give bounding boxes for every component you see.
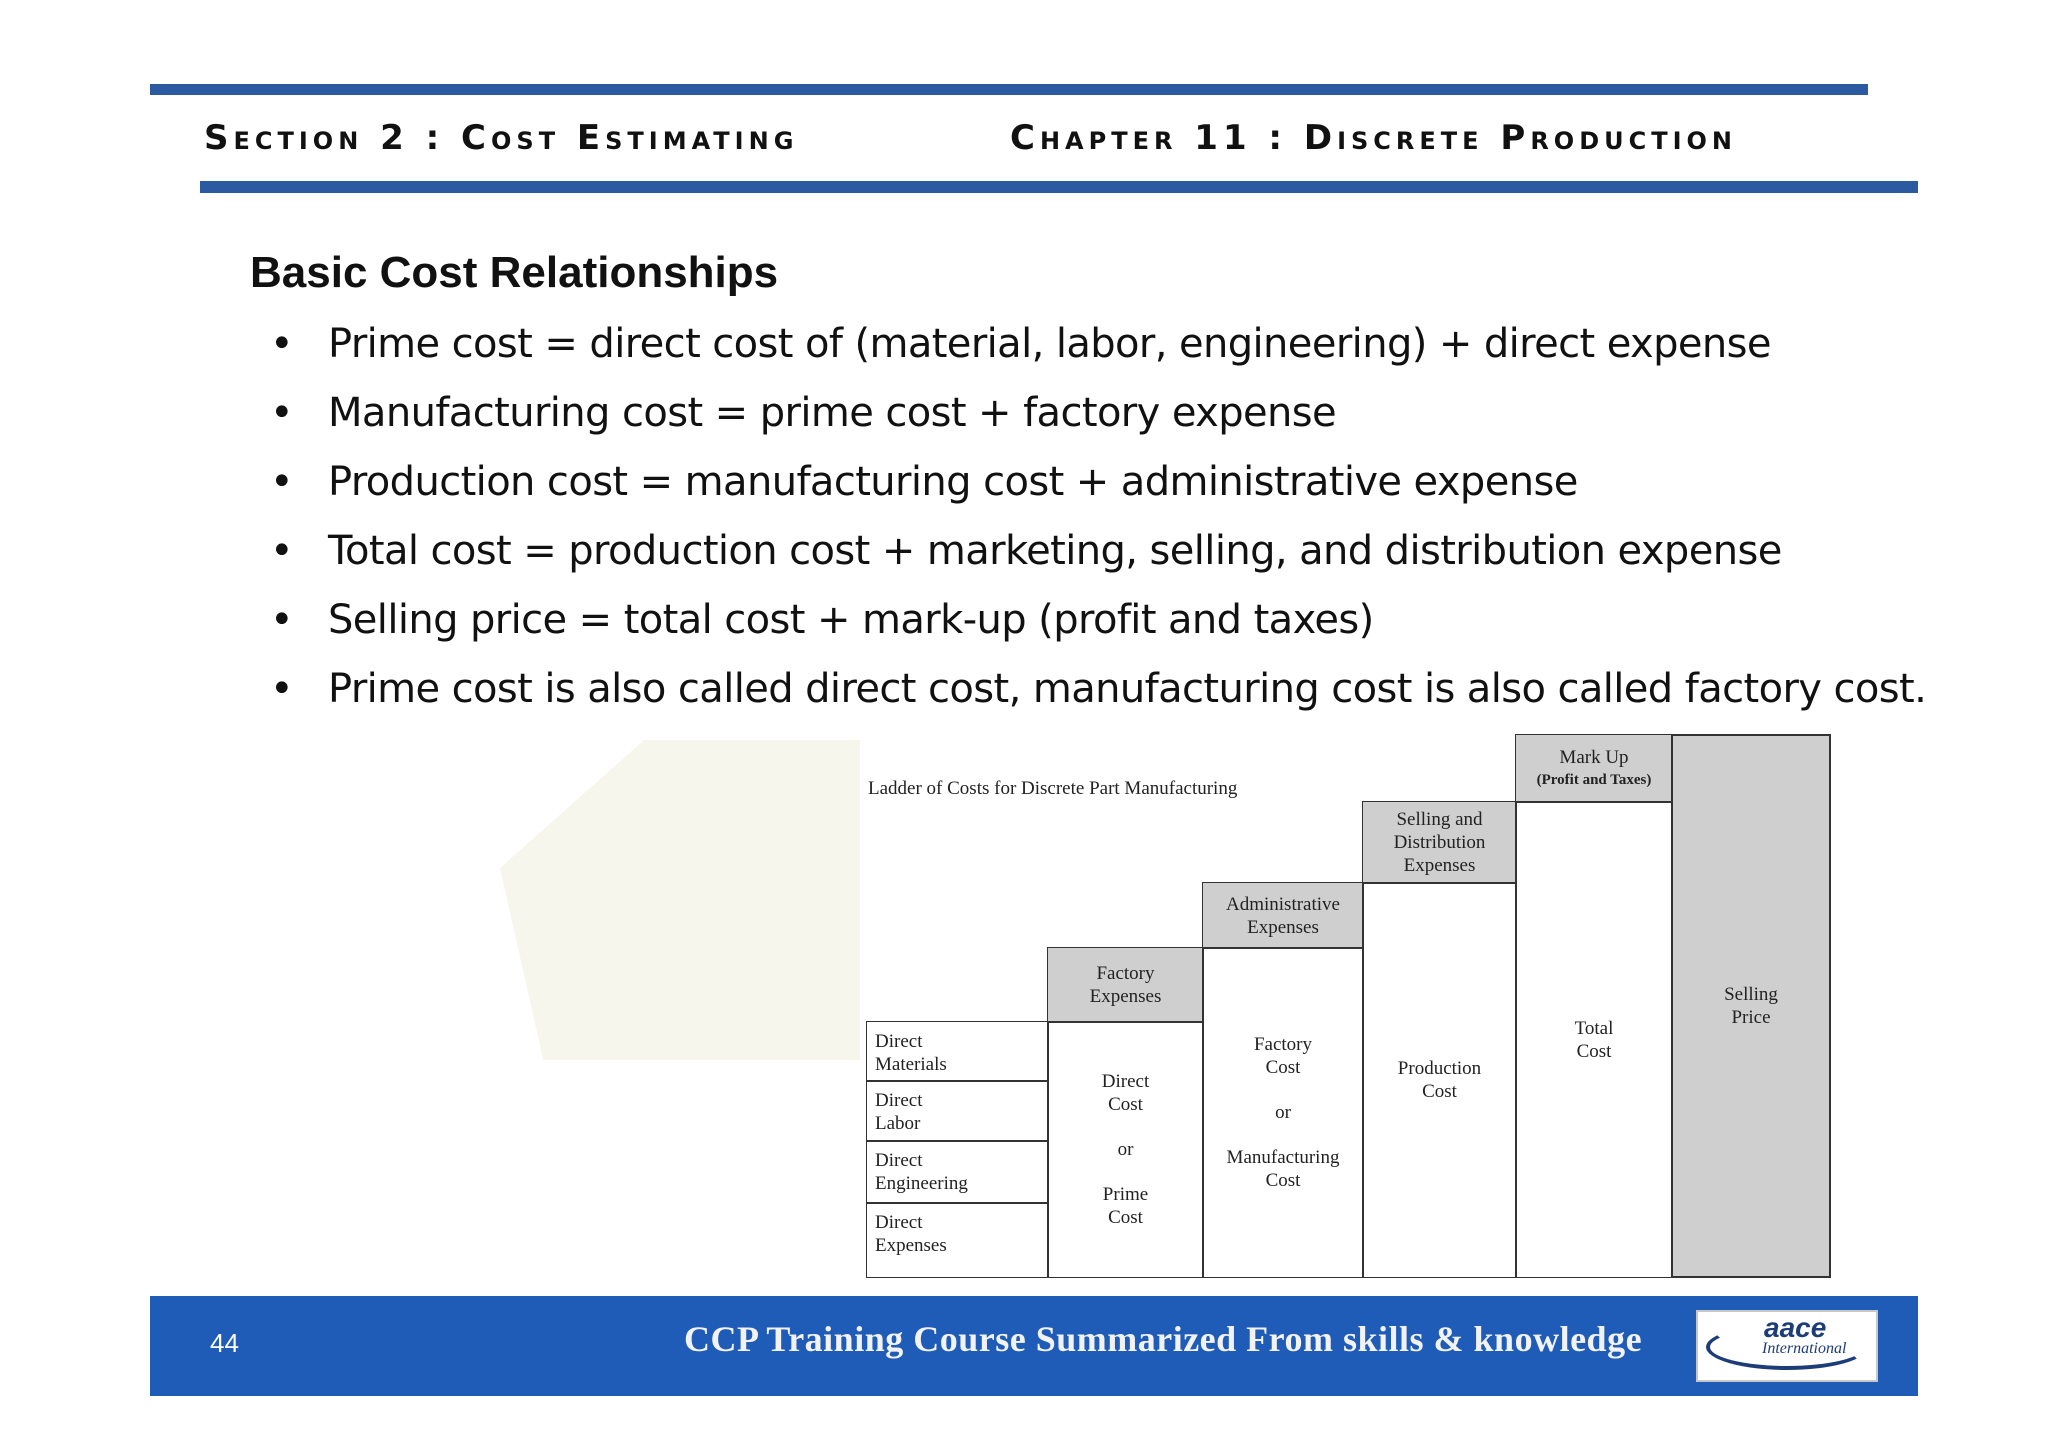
cell-line: Labor	[875, 1113, 921, 1134]
bullet-text: Selling price = total cost + mark-up (profit and taxes)	[328, 597, 1374, 643]
cell-line: Price	[1731, 1007, 1771, 1028]
cell-line: Selling	[1724, 984, 1778, 1005]
bullet-text: Production cost = manufacturing cost + administrative expense	[328, 459, 1578, 505]
cell-selling-price	[1671, 734, 1831, 1278]
cell-selling-distribution-expenses	[1362, 801, 1517, 884]
cell-line: Cost	[1108, 1207, 1143, 1228]
cell-line: Production	[1397, 1058, 1482, 1079]
cell-line: Direct	[875, 1090, 923, 1111]
bullet-text: Prime cost = direct cost of (material, labor, engineering) + direct expense	[328, 321, 1771, 367]
bullet-dot: •	[270, 459, 293, 505]
cell-line: or	[1275, 1102, 1291, 1123]
cell-line: Expenses	[1403, 855, 1476, 876]
cell-line: Distribution	[1393, 832, 1486, 853]
cell-administrative-expenses	[1202, 882, 1364, 949]
cell-line: Materials	[875, 1054, 947, 1075]
cell-line: Administrative	[1226, 893, 1340, 915]
slide-title: Basic Cost Relationships	[250, 248, 779, 297]
cell-line: Selling and	[1396, 809, 1483, 830]
cell-line: (Profit and Taxes)	[1536, 771, 1652, 788]
cell-line: Prime	[1102, 1184, 1149, 1205]
cell-direct-labor	[866, 1080, 1049, 1142]
cell-mark-up	[1515, 734, 1673, 803]
cell-direct-engineering	[866, 1140, 1049, 1204]
cell-direct-materials	[866, 1021, 1049, 1082]
cell-factory-expenses	[1047, 947, 1204, 1023]
cell-line: Expenses	[1089, 986, 1162, 1007]
bullet-text: Prime cost is also called direct cost, manufacturing cost is also called factory cost.	[328, 666, 1927, 712]
bullet-text: Total cost = production cost + marketing, selling, and distribution expense	[328, 528, 1782, 574]
diagram-caption: Ladder of Costs for Discrete Part Manufacturing	[868, 778, 1238, 799]
bullet-text: Manufacturing cost = prime cost + factory expense	[328, 390, 1337, 436]
cell-line: Cost	[1576, 1040, 1612, 1062]
chapter-heading: Chapter 11 : Discrete Production	[1010, 118, 1738, 158]
cell-line: Expenses	[875, 1235, 947, 1256]
bullet-dot: •	[270, 390, 293, 436]
page-number: 44	[210, 1328, 239, 1358]
cell-line: Cost	[1265, 1170, 1301, 1191]
cell-line: or	[1117, 1139, 1134, 1160]
cell-factory-cost	[1202, 947, 1364, 1278]
cell-prime-cost	[1047, 1021, 1204, 1278]
cell-line: Factory	[1096, 963, 1155, 984]
cell-line: Expenses	[1247, 916, 1319, 938]
cell-line: Cost	[1422, 1081, 1457, 1102]
cell-direct-expenses	[866, 1202, 1049, 1278]
cell-line: Cost	[1108, 1094, 1143, 1115]
bullet-dot: •	[270, 321, 293, 367]
cell-line: Manufacturing	[1226, 1147, 1340, 1168]
bullet-dot: •	[270, 597, 293, 643]
logo-name: aace	[1764, 1312, 1827, 1343]
cell-line: Direct	[875, 1212, 923, 1233]
cell-total-cost	[1515, 801, 1673, 1278]
cell-line: Direct	[875, 1031, 923, 1052]
cell-line: Factory	[1253, 1034, 1313, 1055]
cell-production-cost	[1362, 882, 1517, 1278]
section-heading: Section 2 : Cost Estimating	[204, 118, 799, 158]
cell-line: Cost	[1265, 1057, 1301, 1078]
cell-line: Direct	[875, 1150, 923, 1171]
bullet-dot: •	[270, 666, 293, 712]
cell-line: Direct	[1101, 1071, 1150, 1092]
bullet-dot: •	[270, 528, 293, 574]
footer-text: CCP Training Course Summarized From skills & knowledge	[684, 1319, 1643, 1359]
cell-line: Mark Up	[1559, 746, 1629, 768]
cell-line: Engineering	[875, 1173, 968, 1194]
logo-subtitle: International	[1762, 1340, 1847, 1357]
cell-line: Total	[1574, 1017, 1614, 1039]
